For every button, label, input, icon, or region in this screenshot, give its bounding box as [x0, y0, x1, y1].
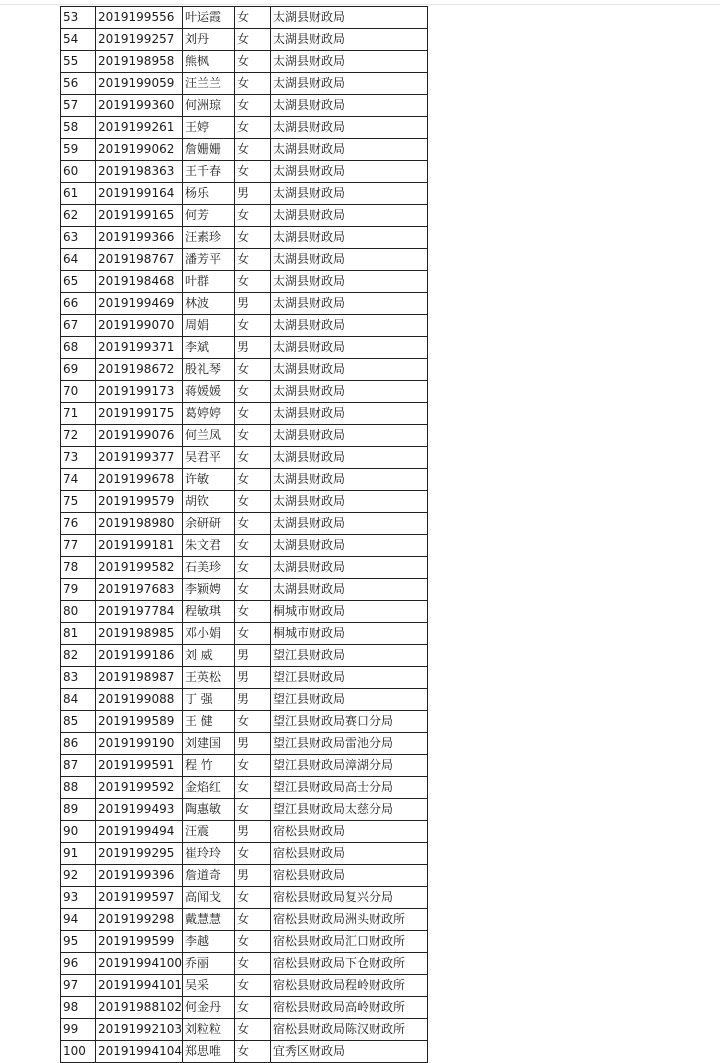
gender-cell: 男: [234, 337, 270, 359]
row-number-cell: 85: [61, 711, 96, 733]
unit-cell: 宜秀区财政局: [270, 1041, 427, 1063]
exam-id-cell: 2019199556: [96, 7, 183, 29]
exam-id-cell: 2019199366: [96, 227, 183, 249]
row-number-cell: 86: [61, 733, 96, 755]
row-number-cell: 97: [61, 975, 96, 997]
exam-id-cell: 2019198468: [96, 271, 183, 293]
gender-cell: 女: [234, 29, 270, 51]
table-row: [61, 183, 428, 205]
table-row: [61, 865, 428, 887]
exam-id-cell: 2019199469: [96, 293, 183, 315]
table-row: [61, 205, 428, 227]
table-row: [61, 711, 428, 733]
row-number-cell: 68: [61, 337, 96, 359]
exam-id-cell: 2019199295: [96, 843, 183, 865]
gender-cell: 女: [234, 1019, 270, 1041]
name-cell: 詹道奇: [182, 865, 234, 887]
name-cell: 殷礼琴: [182, 359, 234, 381]
exam-id-cell: 20191994100: [96, 953, 183, 975]
name-cell: 何兰凤: [182, 425, 234, 447]
name-cell: 汪素珍: [182, 227, 234, 249]
row-number-cell: 53: [61, 7, 96, 29]
unit-cell: 太湖县财政局: [270, 315, 427, 337]
gender-cell: 女: [234, 953, 270, 975]
exam-id-cell: 2019198958: [96, 51, 183, 73]
exam-id-cell: 2019199579: [96, 491, 183, 513]
unit-cell: 太湖县财政局: [270, 161, 427, 183]
exam-id-cell: 2019199070: [96, 315, 183, 337]
gender-cell: 女: [234, 7, 270, 29]
table-row: [61, 95, 428, 117]
table-row: [61, 425, 428, 447]
row-number-cell: 57: [61, 95, 96, 117]
table-row: [61, 821, 428, 843]
name-cell: 潘芳平: [182, 249, 234, 271]
exam-id-cell: 2019199493: [96, 799, 183, 821]
unit-cell: 太湖县财政局: [270, 513, 427, 535]
unit-cell: 太湖县财政局: [270, 139, 427, 161]
exam-id-cell: 2019199298: [96, 909, 183, 931]
unit-cell: 望江县财政局: [270, 667, 427, 689]
name-cell: 王 健: [182, 711, 234, 733]
gender-cell: 女: [234, 799, 270, 821]
name-cell: 高闻戈: [182, 887, 234, 909]
gender-cell: 女: [234, 997, 270, 1019]
exam-id-cell: 2019199597: [96, 887, 183, 909]
row-number-cell: 67: [61, 315, 96, 337]
exam-id-cell: 2019198363: [96, 161, 183, 183]
exam-id-cell: 2019199164: [96, 183, 183, 205]
unit-cell: 太湖县财政局: [270, 403, 427, 425]
table-row: [61, 909, 428, 931]
row-number-cell: 98: [61, 997, 96, 1019]
exam-id-cell: 2019199088: [96, 689, 183, 711]
unit-cell: 太湖县财政局: [270, 51, 427, 73]
name-cell: 程敏琪: [182, 601, 234, 623]
name-cell: 蒋媛媛: [182, 381, 234, 403]
exam-id-cell: 2019199076: [96, 425, 183, 447]
unit-cell: 太湖县财政局: [270, 205, 427, 227]
row-number-cell: 59: [61, 139, 96, 161]
exam-id-cell: 2019199678: [96, 469, 183, 491]
unit-cell: 太湖县财政局: [270, 579, 427, 601]
gender-cell: 女: [234, 513, 270, 535]
table-row: [61, 623, 428, 645]
name-cell: 戴慧慧: [182, 909, 234, 931]
table-row: [61, 777, 428, 799]
row-number-cell: 65: [61, 271, 96, 293]
unit-cell: 宿松县财政局高岭财政所: [270, 997, 427, 1019]
gender-cell: 男: [234, 865, 270, 887]
unit-cell: 宿松县财政局下仓财政所: [270, 953, 427, 975]
unit-cell: 宿松县财政局程岭财政所: [270, 975, 427, 997]
row-number-cell: 58: [61, 117, 96, 139]
gender-cell: 女: [234, 447, 270, 469]
unit-cell: 桐城市财政局: [270, 601, 427, 623]
unit-cell: 宿松县财政局复兴分局: [270, 887, 427, 909]
exam-id-cell: 2019198980: [96, 513, 183, 535]
table-row: [61, 667, 428, 689]
row-number-cell: 96: [61, 953, 96, 975]
unit-cell: 太湖县财政局: [270, 293, 427, 315]
table-row: [61, 447, 428, 469]
unit-cell: 望江县财政局赛口分局: [270, 711, 427, 733]
gender-cell: 女: [234, 887, 270, 909]
row-number-cell: 77: [61, 535, 96, 557]
table-row: [61, 227, 428, 249]
personnel-table-body: [61, 7, 428, 1063]
gender-cell: 女: [234, 777, 270, 799]
table-row: [61, 601, 428, 623]
table-row: [61, 315, 428, 337]
page-top-edge: [0, 0, 720, 5]
row-number-cell: 78: [61, 557, 96, 579]
exam-id-cell: 2019199592: [96, 777, 183, 799]
row-number-cell: 70: [61, 381, 96, 403]
exam-id-cell: 20191988102: [96, 997, 183, 1019]
gender-cell: 女: [234, 73, 270, 95]
table-row: [61, 843, 428, 865]
table-row: [61, 29, 428, 51]
table-row: [61, 293, 428, 315]
table-row: [61, 249, 428, 271]
gender-cell: 女: [234, 117, 270, 139]
unit-cell: 太湖县财政局: [270, 491, 427, 513]
exam-id-cell: 2019198987: [96, 667, 183, 689]
row-number-cell: 94: [61, 909, 96, 931]
table-row: [61, 557, 428, 579]
unit-cell: 宿松县财政局洲头财政所: [270, 909, 427, 931]
name-cell: 刘建国: [182, 733, 234, 755]
exam-id-cell: 2019198672: [96, 359, 183, 381]
exam-id-cell: 20191994101: [96, 975, 183, 997]
unit-cell: 太湖县财政局: [270, 117, 427, 139]
gender-cell: 女: [234, 403, 270, 425]
gender-cell: 女: [234, 557, 270, 579]
row-number-cell: 75: [61, 491, 96, 513]
row-number-cell: 62: [61, 205, 96, 227]
name-cell: 何芳: [182, 205, 234, 227]
exam-id-cell: 2019199582: [96, 557, 183, 579]
row-number-cell: 55: [61, 51, 96, 73]
gender-cell: 女: [234, 161, 270, 183]
name-cell: 金焰红: [182, 777, 234, 799]
name-cell: 刘粒粒: [182, 1019, 234, 1041]
row-number-cell: 63: [61, 227, 96, 249]
exam-id-cell: 2019199589: [96, 711, 183, 733]
name-cell: 王千春: [182, 161, 234, 183]
table-row: [61, 403, 428, 425]
gender-cell: 女: [234, 1041, 270, 1063]
exam-id-cell: 2019199175: [96, 403, 183, 425]
gender-cell: 女: [234, 51, 270, 73]
name-cell: 詹姗姗: [182, 139, 234, 161]
table-row: [61, 645, 428, 667]
row-number-cell: 54: [61, 29, 96, 51]
table-row: [61, 689, 428, 711]
row-number-cell: 90: [61, 821, 96, 843]
row-number-cell: 69: [61, 359, 96, 381]
row-number-cell: 72: [61, 425, 96, 447]
exam-id-cell: 2019199173: [96, 381, 183, 403]
unit-cell: 太湖县财政局: [270, 359, 427, 381]
gender-cell: 女: [234, 623, 270, 645]
name-cell: 刘丹: [182, 29, 234, 51]
row-number-cell: 95: [61, 931, 96, 953]
unit-cell: 太湖县财政局: [270, 183, 427, 205]
exam-id-cell: 2019197784: [96, 601, 183, 623]
name-cell: 李越: [182, 931, 234, 953]
exam-id-cell: 2019199371: [96, 337, 183, 359]
name-cell: 杨乐: [182, 183, 234, 205]
gender-cell: 女: [234, 755, 270, 777]
gender-cell: 男: [234, 183, 270, 205]
name-cell: 叶运霞: [182, 7, 234, 29]
unit-cell: 太湖县财政局: [270, 249, 427, 271]
exam-id-cell: 2019199165: [96, 205, 183, 227]
row-number-cell: 87: [61, 755, 96, 777]
row-number-cell: 74: [61, 469, 96, 491]
gender-cell: 女: [234, 425, 270, 447]
name-cell: 程 竹: [182, 755, 234, 777]
table-row: [61, 337, 428, 359]
table-row: [61, 513, 428, 535]
row-number-cell: 73: [61, 447, 96, 469]
exam-id-cell: 2019199591: [96, 755, 183, 777]
exam-id-cell: 2019199396: [96, 865, 183, 887]
gender-cell: 女: [234, 139, 270, 161]
gender-cell: 男: [234, 689, 270, 711]
gender-cell: 女: [234, 469, 270, 491]
name-cell: 汪兰兰: [182, 73, 234, 95]
row-number-cell: 88: [61, 777, 96, 799]
gender-cell: 男: [234, 733, 270, 755]
unit-cell: 太湖县财政局: [270, 95, 427, 117]
name-cell: 王婷: [182, 117, 234, 139]
name-cell: 周娟: [182, 315, 234, 337]
unit-cell: 太湖县财政局: [270, 7, 427, 29]
table-row: [61, 73, 428, 95]
exam-id-cell: 20191992103: [96, 1019, 183, 1041]
unit-cell: 太湖县财政局: [270, 73, 427, 95]
unit-cell: 太湖县财政局: [270, 29, 427, 51]
row-number-cell: 89: [61, 799, 96, 821]
gender-cell: 女: [234, 315, 270, 337]
name-cell: 许敏: [182, 469, 234, 491]
unit-cell: 太湖县财政局: [270, 381, 427, 403]
row-number-cell: 79: [61, 579, 96, 601]
gender-cell: 男: [234, 293, 270, 315]
name-cell: 郑思唯: [182, 1041, 234, 1063]
table-row: [61, 733, 428, 755]
exam-id-cell: 2019199186: [96, 645, 183, 667]
exam-id-cell: 2019198767: [96, 249, 183, 271]
unit-cell: 太湖县财政局: [270, 337, 427, 359]
unit-cell: 宿松县财政局: [270, 821, 427, 843]
name-cell: 乔丽: [182, 953, 234, 975]
row-number-cell: 91: [61, 843, 96, 865]
row-number-cell: 56: [61, 73, 96, 95]
exam-id-cell: 2019199599: [96, 931, 183, 953]
row-number-cell: 61: [61, 183, 96, 205]
table-row: [61, 755, 428, 777]
table-row: [61, 117, 428, 139]
row-number-cell: 64: [61, 249, 96, 271]
table-row: [61, 271, 428, 293]
exam-id-cell: 2019199062: [96, 139, 183, 161]
gender-cell: 女: [234, 381, 270, 403]
unit-cell: 太湖县财政局: [270, 271, 427, 293]
table-row: [61, 887, 428, 909]
table-row: [61, 161, 428, 183]
unit-cell: 望江县财政局雷池分局: [270, 733, 427, 755]
row-number-cell: 93: [61, 887, 96, 909]
exam-id-cell: 2019199360: [96, 95, 183, 117]
name-cell: 丁 强: [182, 689, 234, 711]
table-row: [61, 1019, 428, 1041]
table-row: [61, 579, 428, 601]
unit-cell: 宿松县财政局汇口财政所: [270, 931, 427, 953]
gender-cell: 女: [234, 271, 270, 293]
table-row: [61, 381, 428, 403]
name-cell: 朱文君: [182, 535, 234, 557]
table-row: [61, 469, 428, 491]
personnel-table: [60, 6, 428, 1063]
unit-cell: 太湖县财政局: [270, 535, 427, 557]
row-number-cell: 66: [61, 293, 96, 315]
exam-id-cell: 2019199059: [96, 73, 183, 95]
exam-id-cell: 2019199494: [96, 821, 183, 843]
exam-id-cell: 2019199181: [96, 535, 183, 557]
gender-cell: 女: [234, 205, 270, 227]
exam-id-cell: 2019199190: [96, 733, 183, 755]
unit-cell: 太湖县财政局: [270, 447, 427, 469]
name-cell: 李颖娉: [182, 579, 234, 601]
table-row: [61, 931, 428, 953]
unit-cell: 望江县财政局: [270, 689, 427, 711]
name-cell: 叶群: [182, 271, 234, 293]
unit-cell: 太湖县财政局: [270, 425, 427, 447]
exam-id-cell: 2019197683: [96, 579, 183, 601]
unit-cell: 桐城市财政局: [270, 623, 427, 645]
gender-cell: 女: [234, 843, 270, 865]
gender-cell: 女: [234, 249, 270, 271]
gender-cell: 男: [234, 667, 270, 689]
row-number-cell: 82: [61, 645, 96, 667]
gender-cell: 男: [234, 821, 270, 843]
gender-cell: 女: [234, 95, 270, 117]
row-number-cell: 80: [61, 601, 96, 623]
name-cell: 何金丹: [182, 997, 234, 1019]
name-cell: 胡钦: [182, 491, 234, 513]
table-row: [61, 7, 428, 29]
table-row: [61, 997, 428, 1019]
name-cell: 余研研: [182, 513, 234, 535]
name-cell: 吴君平: [182, 447, 234, 469]
unit-cell: 太湖县财政局: [270, 557, 427, 579]
exam-id-cell: 2019199261: [96, 117, 183, 139]
exam-id-cell: 20191994104: [96, 1041, 183, 1063]
gender-cell: 女: [234, 975, 270, 997]
name-cell: 汪震: [182, 821, 234, 843]
name-cell: 何洲琼: [182, 95, 234, 117]
gender-cell: 女: [234, 579, 270, 601]
exam-id-cell: 2019198985: [96, 623, 183, 645]
name-cell: 林波: [182, 293, 234, 315]
gender-cell: 女: [234, 909, 270, 931]
table-row: [61, 1041, 428, 1063]
row-number-cell: 100: [61, 1041, 96, 1063]
row-number-cell: 76: [61, 513, 96, 535]
gender-cell: 女: [234, 601, 270, 623]
gender-cell: 女: [234, 931, 270, 953]
table-row: [61, 359, 428, 381]
name-cell: 刘 威: [182, 645, 234, 667]
name-cell: 崔玲玲: [182, 843, 234, 865]
name-cell: 邓小娟: [182, 623, 234, 645]
name-cell: 吴采: [182, 975, 234, 997]
row-number-cell: 92: [61, 865, 96, 887]
row-number-cell: 83: [61, 667, 96, 689]
table-row: [61, 491, 428, 513]
gender-cell: 男: [234, 645, 270, 667]
row-number-cell: 71: [61, 403, 96, 425]
table-row: [61, 799, 428, 821]
unit-cell: 望江县财政局: [270, 645, 427, 667]
exam-id-cell: 2019199257: [96, 29, 183, 51]
table-row: [61, 953, 428, 975]
gender-cell: 女: [234, 227, 270, 249]
unit-cell: 宿松县财政局: [270, 843, 427, 865]
row-number-cell: 60: [61, 161, 96, 183]
unit-cell: 望江县财政局漳湖分局: [270, 755, 427, 777]
name-cell: 李斌: [182, 337, 234, 359]
unit-cell: 宿松县财政局: [270, 865, 427, 887]
row-number-cell: 84: [61, 689, 96, 711]
gender-cell: 女: [234, 359, 270, 381]
table-row: [61, 535, 428, 557]
unit-cell: 太湖县财政局: [270, 227, 427, 249]
unit-cell: 望江县财政局高士分局: [270, 777, 427, 799]
table-row: [61, 139, 428, 161]
name-cell: 熊枫: [182, 51, 234, 73]
name-cell: 王英松: [182, 667, 234, 689]
table-row: [61, 51, 428, 73]
name-cell: 葛婷婷: [182, 403, 234, 425]
row-number-cell: 99: [61, 1019, 96, 1041]
unit-cell: 太湖县财政局: [270, 469, 427, 491]
name-cell: 陶惠敏: [182, 799, 234, 821]
row-number-cell: 81: [61, 623, 96, 645]
unit-cell: 望江县财政局太慈分局: [270, 799, 427, 821]
gender-cell: 女: [234, 711, 270, 733]
exam-id-cell: 2019199377: [96, 447, 183, 469]
name-cell: 石美珍: [182, 557, 234, 579]
gender-cell: 女: [234, 491, 270, 513]
table-row: [61, 975, 428, 997]
gender-cell: 女: [234, 535, 270, 557]
unit-cell: 宿松县财政局陈汉财政所: [270, 1019, 427, 1041]
